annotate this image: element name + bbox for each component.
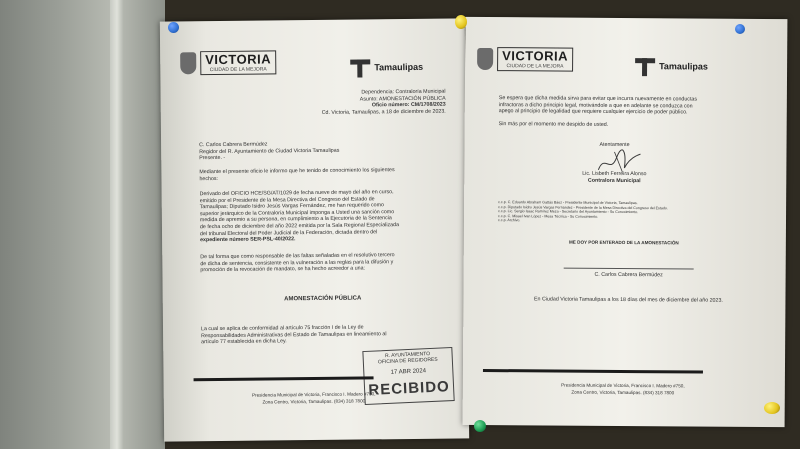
victoria-wordmark xyxy=(200,50,276,75)
wall-frame xyxy=(0,0,165,449)
header-fecha: Cd. Victoria, Tamaulipas, a 18 de diciembre de 2023. xyxy=(321,108,446,116)
paragraph-line: medida de apremio a su persona, en cumplimiento a la Ejecutoria de la Sentencia xyxy=(199,215,392,224)
ccp-list xyxy=(498,200,768,225)
ccp-line: c.c.p. Lic. Sergio Isaac Ramírez Meza - Secretario del Ayuntamiento - Su Conocimiento. xyxy=(498,209,639,215)
paragraph-la-cual xyxy=(201,324,451,346)
signature-line xyxy=(564,268,694,270)
paragraph-line: emitido por el Presidente de la Mesa Directiva del Congreso del Estado de xyxy=(199,195,375,204)
paragraph-line: apego al principio de legalidad que requiere cualquier ejercicio de poder público. xyxy=(498,108,688,116)
paragraph-derivado xyxy=(200,189,451,244)
paragraph-de-tal-forma xyxy=(200,252,450,274)
stamp-date: 17 ABR 2024 xyxy=(390,368,427,376)
intro-line: Mediante el presente oficio le informo que he tenido de conocimiento los siguientes xyxy=(199,167,395,176)
receiver-name: C. Carlos Cabrera Bermúdez xyxy=(594,271,663,279)
signer-block xyxy=(554,171,674,185)
signer-name: Lic. Lisbeth Ferreira Alonso xyxy=(582,170,647,178)
paragraph-line: De tal forma que como responsable de las faltas señaladas en el resolutivo tercero xyxy=(200,252,395,261)
footer-line: Presidencia Municipal de Victoria, Francisco I. Madero #750, xyxy=(561,382,685,389)
crest-icon xyxy=(180,52,196,74)
victoria-logo xyxy=(477,47,573,72)
yellow-pushpin-icon xyxy=(764,402,780,414)
addressee-role: Regidor del R. Ayuntamiento de Ciudad Victoria Tamaulipas xyxy=(199,147,340,155)
amonestacion-heading: AMONESTACIÓN PÚBLICA xyxy=(284,295,362,303)
paragraph-line: Derivado del OFICIO HCE/SG/AT/1029 de fecha nueve de mayo del año en curso, xyxy=(199,189,394,198)
tamaulipas-t-icon xyxy=(350,57,370,77)
blue-pushpin-icon xyxy=(168,22,179,33)
closing-date: En Ciudad Victoria Tamaulipas a los 18 días del mes de diciembre del año 2023. xyxy=(534,296,723,304)
footer-rule xyxy=(483,369,703,374)
signer-role: Contralora Municipal xyxy=(587,177,641,184)
ccp-line: c.c.p. C. Misael Ivan López - Mesa Técnica - Su Conocimiento. xyxy=(498,213,599,219)
victoria-subtitle: CIUDAD DE LA MEJORA xyxy=(209,66,267,74)
footer-line: Zona Centro, Victoria, Tamaulipas. (834) 318 7800 xyxy=(571,389,675,395)
stamp-received-word: RECIBIDO xyxy=(368,378,451,399)
blue-pushpin-icon xyxy=(735,24,745,34)
ccp-line: c.c.p. Archivo. xyxy=(497,218,521,223)
green-pushpin-icon xyxy=(474,420,486,432)
stamp-line: R. AYUNTAMIENTO xyxy=(384,351,431,360)
acknowledgment-heading: ME DOY POR ENTERADO DE LA AMONESTACIÓN xyxy=(568,239,679,246)
header-block xyxy=(246,89,446,117)
addressee-presente: Presente. - xyxy=(199,155,226,162)
victoria-word: VICTORIA xyxy=(502,48,569,64)
tamaulipas-word: Tamaulipas xyxy=(659,61,708,72)
paragraph-line: Se espera que dicha medida sirva para evitar que incurra nuevamente en conductas xyxy=(498,95,698,103)
tamaulipas-word: Tamaulipas xyxy=(374,61,424,73)
crest-icon xyxy=(477,48,493,70)
paragraph-line: infractoras a dicho principio legal, motivándole a que en adelante se conduzca con xyxy=(498,101,693,110)
ccp-line: c.c.p. Diputado Isidro Jesús Vargas Fernández - Presidente de la Mesa Directiva del Congreso del Estado. xyxy=(498,204,668,210)
intro-line: hechos: xyxy=(199,175,219,182)
footer-address xyxy=(214,391,414,406)
header-asunto: Asunto: AMONESTACIÓN PÚBLICA xyxy=(359,95,446,103)
paragraph-line: Tamaulipas; Diputado Isidro Jesús Vargas Fernández, me han requerido como xyxy=(199,202,384,211)
footer-rule xyxy=(194,376,374,381)
footer-line: Zona Centro, Victoria, Tamaulipas. (834) 318 7800 xyxy=(262,398,366,405)
paragraph-line: artículo 77 establecida en dicha Ley. xyxy=(201,338,287,346)
left-document-page xyxy=(160,18,469,441)
paragraph-line: superior jerárquico de la Contraloría Municipal imponga a Usted una sanción como xyxy=(199,208,395,217)
intro-paragraph xyxy=(199,167,449,183)
header-dependencia: Dependencia: Contraloría Municipal xyxy=(361,88,446,96)
paragraph-line: Responsabilidades Administrativas del Estado de Tamaulipas en lineamiento al xyxy=(201,330,387,339)
paragraph-line: promoción de la revocación de mandato, se ha hecho acreedor a una: xyxy=(200,265,366,274)
tamaulipas-logo xyxy=(635,56,708,77)
header-oficio: Oficio número: CM/1708/2023 xyxy=(371,101,446,109)
paragraph-line: expediente número SER-PSL-40/2022. xyxy=(200,236,296,244)
addressee-block xyxy=(199,140,439,162)
atentamente-text: Atentamente xyxy=(599,141,630,149)
ccp-line: c.c.p. C. Eduardo Abraham Gattás Báez - Presidente Municipal de Victoria, Tamaulipas. xyxy=(498,200,638,206)
paragraph-line: del tribunal Electoral del Poder Judicial de la Federación, dictada dentro del xyxy=(200,228,378,237)
footer-line: Presidencia Municipal de Victoria, Francisco I. Madero #750, xyxy=(251,391,376,398)
victoria-word: VICTORIA xyxy=(205,51,272,68)
victoria-subtitle: CIUDAD DE LA MEJORA xyxy=(506,63,564,70)
victoria-wordmark xyxy=(497,47,573,72)
despedida-text: Sin más por el momento me despido de usted. xyxy=(498,121,609,128)
right-intro-paragraph xyxy=(499,95,759,117)
paragraph-line: La cual se aplica de conformidad al artículo 75 fracción I de la Ley de xyxy=(201,324,364,333)
glass-door-edge xyxy=(110,0,124,449)
right-document-page xyxy=(463,17,788,427)
tamaulipas-logo xyxy=(350,57,423,78)
yellow-pushpin-icon xyxy=(455,15,467,29)
tamaulipas-t-icon xyxy=(635,56,655,76)
paragraph-line: de dicha de sentencia, consistente en la vulneración a las reglas para la difusión y xyxy=(200,258,394,267)
stamp-line: OFICINA DE REGIDORES xyxy=(377,356,438,366)
footer-address xyxy=(523,382,723,397)
victoria-logo xyxy=(180,50,276,75)
addressee-name: C. Carlos Cabrera Bermúdez xyxy=(199,141,268,149)
paragraph-line: de fecha ocho de diciembre del año 2022 emitida por la Sala Regional Especializada xyxy=(199,222,400,231)
